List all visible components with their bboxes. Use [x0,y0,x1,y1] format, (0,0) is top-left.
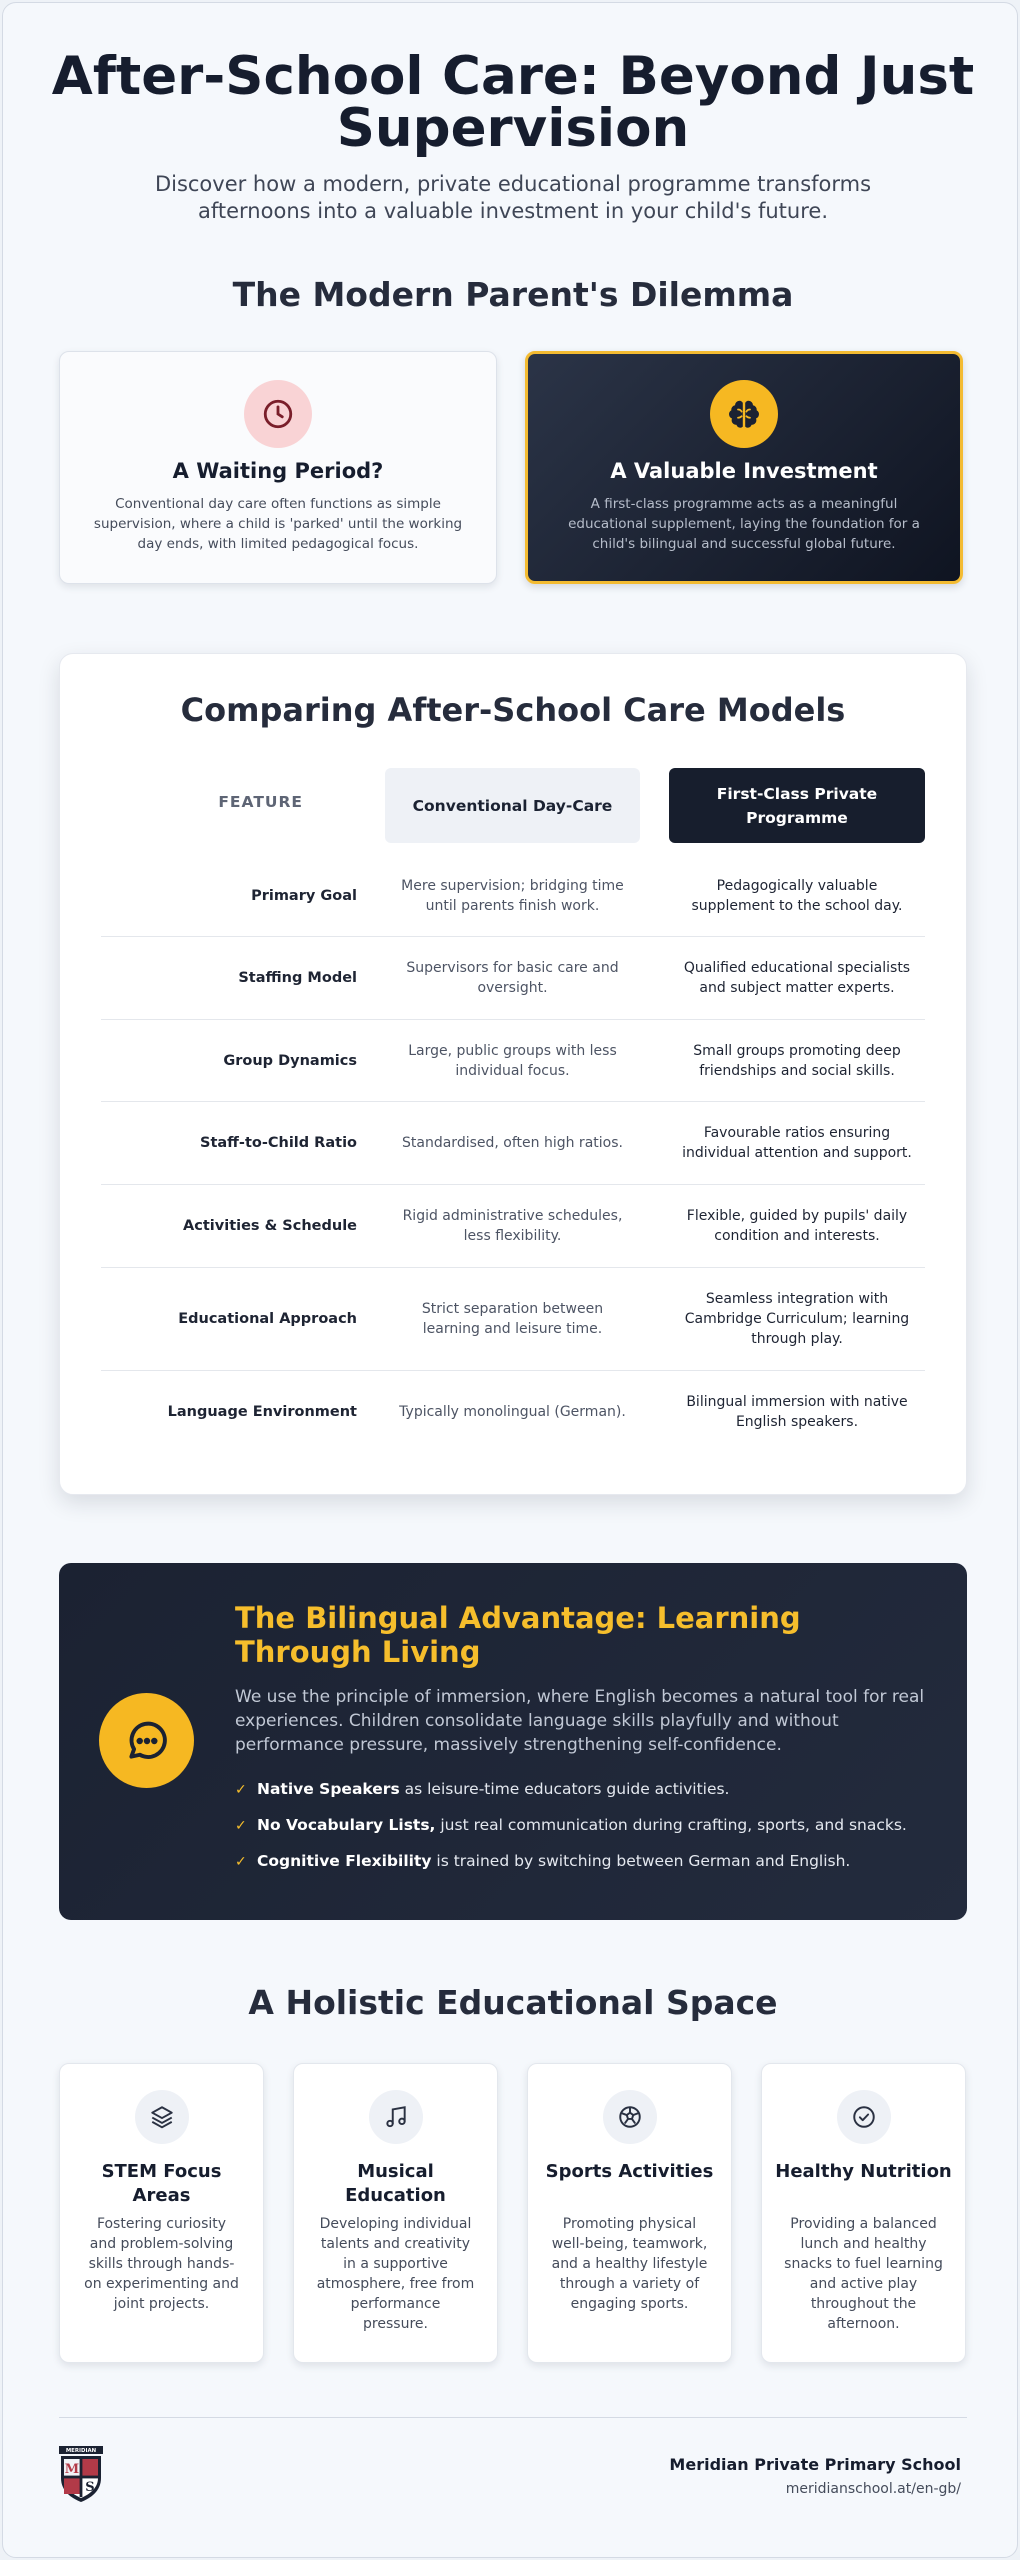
row-conventional: Mere supervision; bridging time until parents finish work. [401,877,624,914]
speech-bubble-icon [99,1693,194,1788]
check-icon: ✓ [235,1854,247,1870]
table-row [101,1185,925,1268]
crest-letter-m: M [64,2462,80,2477]
card-text: Providing a balanced lunch and healthy snacks to fuel learning and active play throughout the afternoon. [784,2216,943,2332]
brain-icon [710,380,778,448]
bilingual-text: We use the principle of immersion, where English becomes a natural tool for real experiences. Children consolidate language skills playfully and without performance pressure, massively strengthening self-confidence. [235,1687,925,1755]
row-feature: Language Environment [167,1404,357,1420]
row-premium: Bilingual immersion with native English speakers. [686,1394,908,1430]
page [2,2,1018,2558]
table-row [101,855,925,937]
point-bold: Native Speakers [257,1780,400,1798]
conventional-column-header: Conventional Day-Care [385,768,640,843]
row-conventional: Large, public groups with less individual focus. [408,1042,617,1079]
row-premium: Small groups promoting deep friendships and social skills. [693,1042,901,1079]
row-conventional: Standardised, often high ratios. [402,1135,623,1151]
crest-wordmark: MERIDIAN [65,2448,97,2455]
nutrition-card [761,2063,966,2363]
check-icon: ✓ [235,1782,247,1798]
valuable-investment-card [525,351,963,584]
point-bold: No Vocabulary Lists, [257,1816,436,1834]
point-text: just real communication during crafting, sports, and snacks. [435,1816,907,1834]
card-title: Healthy Nutrition [775,2161,952,2182]
card-text: A first-class programme acts as a meaningful educational supplement, laying the foundation for a child's bilingual and successful global future. [568,496,920,552]
table-row [101,937,925,1020]
sports-card [527,2063,732,2363]
comparison-heading: Comparing After-School Care Models [180,691,846,729]
row-premium: Favourable ratios ensuring individual attention and support. [682,1125,912,1161]
card-text: Fostering curiosity and problem-solving skills through hands-on experimenting and joint projects. [84,2216,239,2312]
table-row [101,1102,925,1185]
point-bold: Cognitive Flexibility [257,1852,432,1870]
bilingual-points [235,1778,947,1886]
row-conventional: Strict separation between learning and leisure time. [421,1301,604,1337]
ball-icon [603,2090,657,2144]
card-title: Sports Activities [545,2161,714,2182]
row-feature: Educational Approach [178,1311,357,1327]
premium-column-header: First-Class Private Programme [669,768,925,843]
card-title: A Waiting Period? [172,459,384,483]
clock-icon [244,380,312,448]
list-item [235,1814,947,1850]
list-item [235,1778,947,1814]
row-feature: Staff-to-Child Ratio [200,1135,357,1151]
list-item [235,1850,947,1886]
check-icon: ✓ [235,1818,247,1834]
row-feature: Group Dynamics [223,1052,357,1069]
layers-icon [135,2090,189,2144]
dilemma-heading: The Modern Parent's Dilemma [232,275,794,314]
row-premium: Seamless integration with Cambridge Curriculum; learning through play. [684,1291,910,1347]
music-card [293,2063,498,2363]
row-feature: Activities & Schedule [183,1218,357,1234]
page-title: After-School Care: Beyond Just Supervision [51,46,975,159]
music-note-icon [369,2090,423,2144]
row-feature: Primary Goal [251,887,357,904]
point-text: as leisure-time educators guide activities. [399,1780,730,1798]
crest-letter-s: S [85,2480,95,2495]
footer-url-link[interactable]: meridianschool.at/en-gb/ [785,2481,961,2497]
row-premium: Pedagogically valuable supplement to the school day. [691,877,903,914]
row-conventional: Typically monolingual (German). [399,1404,626,1420]
footer-divider [59,2417,967,2418]
bilingual-title: The Bilingual Advantage: Learning Through Living [235,1601,801,1669]
row-feature: Staffing Model [238,970,357,986]
table-row [101,1268,925,1371]
card-text: Developing individual talents and creativity in a supportive atmosphere, free from performance pressure. [316,2216,475,2332]
stem-card [59,2063,264,2363]
waiting-period-card [59,351,497,584]
table-row [101,1020,925,1102]
footer-school-name: Meridian Private Primary School [669,2455,961,2474]
holistic-heading: A Holistic Educational Space [248,1983,778,2022]
row-premium: Flexible, guided by pupils' daily condition and interests. [686,1208,908,1244]
card-title: Musical Education [345,2161,446,2206]
card-title: A Valuable Investment [610,459,878,483]
check-circle-icon [837,2090,891,2144]
page-subtitle: Discover how a modern, private educational programme transforms afternoons into a valuable investment in your child's future. [154,172,872,223]
bilingual-advantage-panel [59,1563,967,1920]
card-text: Conventional day care often functions as simple supervision, where a child is 'parked' until the working day ends, with limited pedagogical focus. [93,496,463,552]
table-row [101,1371,925,1453]
point-text: is trained by switching between German and English. [431,1852,851,1870]
row-conventional: Supervisors for basic care and oversight. [406,960,619,996]
feature-column-header: FEATURE [218,793,303,811]
card-text: Promoting physical well-being, teamwork, and a healthy lifestyle through a variety of engaging sports. [551,2216,708,2312]
school-crest-logo [59,2446,103,2504]
row-conventional: Rigid administrative schedules, less flexibility. [402,1208,623,1244]
row-premium: Qualified educational specialists and subject matter experts. [683,960,911,996]
card-title: STEM Focus Areas [101,2161,222,2206]
